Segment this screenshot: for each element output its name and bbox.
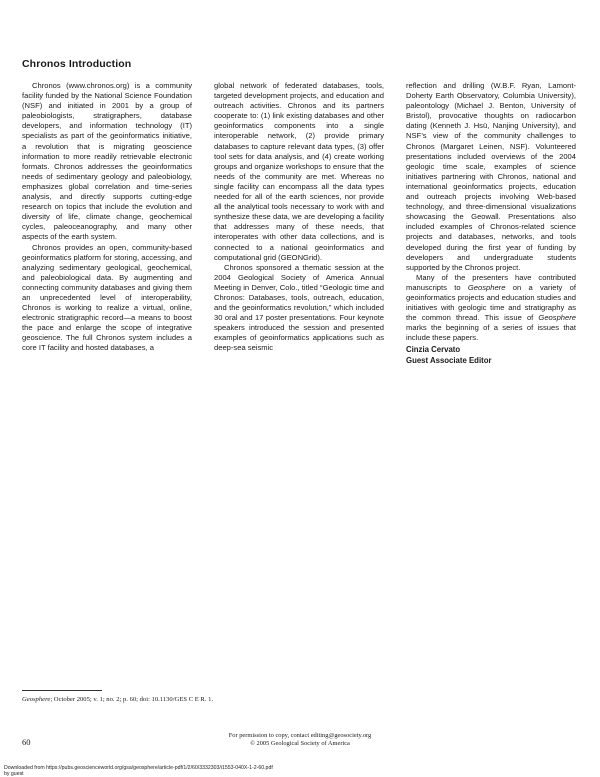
copyright-notice: © 2005 Geological Society of America <box>250 740 350 747</box>
download-guest-label: by guest <box>4 771 24 777</box>
text-column-1 <box>22 81 192 354</box>
download-link[interactable]: Downloaded from https://pubs.geoscienceworld.org/gsa/geosphere/article-pdf/1/2/60/3332303/i1553-040X-1-2-60.pdf <box>4 765 273 771</box>
paragraph: Chronos (www.chronos.org) is a community facility funded by the National Science Foundation (NSF) and initiated in 2001 by a group of paleobiologists, stratigraphers, database developers, and information technology (IT) specialists as part of the geoinformatics initiative, a revolution that is migrating geoscience information to more readily retrievable electronic formats. Chronos addresses the geoinformatics needs of sedimentary geology and paleobiology, emphasizes global correlation and time-series analysis, and directly supports cutting-edge research on topics that include the evolution and diversity of life, climate change, geochemical cycles, paleoceanography, and many other aspects of the earth system. <box>22 81 192 242</box>
article-title: Chronos Introduction <box>22 58 132 70</box>
journal-name: Geosphere <box>538 313 576 323</box>
citation-text: ; October 2005; v. 1; no. 2; p. 60; doi: 10.1130/GES C E R. 1. <box>50 696 214 703</box>
paragraph: Chronos provides an open, community-based geoinformatics platform for storing, accessing, and analyzing sedimentary geological, geochemical, and paleobiological data. By augmenting and connecting community databases and giving them an unprecedented level of interoperability, Chronos is working to realize a virtual, online, electronic stratigraphic record—a means to boost the pace and enlarge the scope of integrative geoscience. The full Chronos system includes a core IT facility and hosted databases, a <box>22 242 192 353</box>
author-name: Cinzia Cervato <box>406 345 461 355</box>
journal-name: Geosphere <box>467 282 506 292</box>
page-number: 60 <box>22 737 31 747</box>
journal-title: Geosphere <box>22 696 51 703</box>
citation-footnote <box>22 696 213 703</box>
paragraph-text: on a variety of geoinformatics projects and education studies and initiatives with geologic time and stratigraphy as the common thread. This issue of <box>406 282 576 323</box>
paragraph: reflection and drilling (W.B.F. Ryan, Lamont-Doherty Earth Observatory, Columbia University), paleontology (Michael J. Benton, University of Bristol), provocative thoughts on radiocarbon dating (Kenneth J. Hsü, Nanjing University), and NSF’s view of the community challenges to Chronos (Margaret Leinen, NSF). Volunteered presentations included overviews of the 2004 geologic time scale, examples of science initiatives partnering with Chronos, national and international geoinformatics projects, education and outreach projects involving Web-based technology, and three-dimensional visualizations showcasing the Geowall. Presentations also included examples of Chronos-related science projects and databases, networks, and tools developed during the first year of funding by developers and undergraduate students supported by the Chronos project. <box>406 81 576 272</box>
author-role: Guest Associate Editor <box>406 355 492 365</box>
footnote-rule <box>22 690 102 691</box>
paragraph: global network of federated databases, tools, targeted development projects, and education and outreach activities. Chronos and its partners cooperate to: (1) link existing databases and other geoinformatics components into a single interoperable network, (2) provide primary databases to capture relevant data types, (3) offer tool sets for data analysis, and (4) create working groups and organize workshops to ensure that the needs of the community are met. Whereas no single facility can encompass all the data types needed for all of the earth sciences, nor provide all the analytical tools necessary to work with and synthesize these data, we are developing a facility that addresses many of these needs, that interoperates with other data collections, and is connected to a national geoinformatics and computational grid (GEONGrid). <box>214 81 384 262</box>
paragraph-text: marks the beginning of a series of issues that include these papers. <box>406 323 576 343</box>
text-column-3 <box>406 81 576 366</box>
text-column-2 <box>214 81 384 354</box>
permission-notice: For permission to copy, contact editing@geosociety.org <box>228 732 372 739</box>
paragraph-text: Many of the presenters have contributed manuscripts to <box>406 272 576 292</box>
paragraph <box>406 273 576 344</box>
paragraph: Chronos sponsored a thematic session at the 2004 Geological Society of America Annual Meeting in Denver, Colo., titled “Geologic time and Chronos: Databases, tools, outreach, education, and the geoinformatics revolution,” which included 30 oral and 17 poster presentations. Four keynote speakers introduced the session and presented examples of geoinformatics applications such as deep-sea seismic <box>214 262 384 353</box>
